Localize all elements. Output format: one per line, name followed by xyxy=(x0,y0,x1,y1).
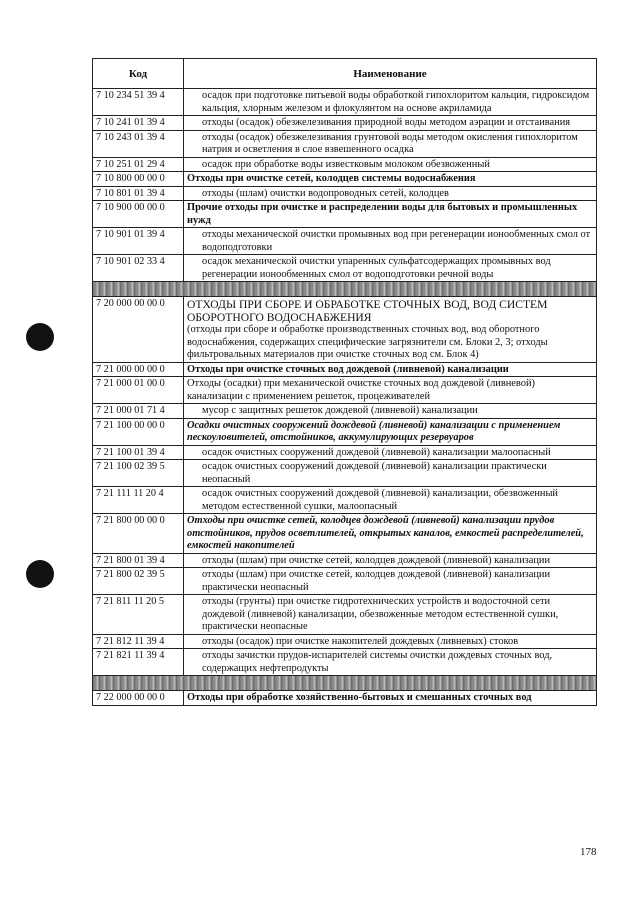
name-text: осадок очистных сооружений дождевой (ливневой) канализации практически неопасный xyxy=(202,461,547,485)
table-row xyxy=(93,418,597,445)
table-row xyxy=(93,568,597,595)
table-row xyxy=(93,186,597,201)
name-text: отходы (шлам) при очистке сетей, колодцев дождевой (ливневой) канализации xyxy=(202,554,551,566)
code-cell: 7 21 811 11 20 5 xyxy=(93,595,184,635)
name-cell xyxy=(184,568,597,595)
column-header-name: Наименование xyxy=(184,59,597,89)
name-text: Осадки очистных сооружений дождевой (ливневой) канализации с применением пескоуловителей, отстойников, аккумулирующих резервуаров xyxy=(187,419,561,443)
name-cell xyxy=(184,691,597,706)
name-cell xyxy=(184,116,597,131)
name-cell xyxy=(184,157,597,172)
name-text: Отходы при очистке сетей, колодцев системы водоснабжения xyxy=(187,173,476,184)
name-cell xyxy=(184,228,597,255)
table-row xyxy=(93,634,597,649)
name-text: отходы (осадок) обезжелезивания природной воды методом аэрации и отстаивания xyxy=(202,117,571,128)
name-text: мусор с защитных решеток дождевой (ливневой) канализации xyxy=(202,405,478,416)
name-text: Отходы при очистке сетей, колодцев дождевой (ливневой) канализации прудов отстойников, прудов осветлителей, открытых каналов, емкостей распределителей, емкостей накопителей xyxy=(187,515,584,551)
code-cell: 7 21 800 01 39 4 xyxy=(93,553,184,568)
name-cell xyxy=(184,362,597,377)
table-row xyxy=(93,157,597,172)
table-row xyxy=(93,89,597,116)
code-cell: 7 21 000 01 00 0 xyxy=(93,377,184,404)
name-cell xyxy=(184,553,597,568)
name-text: отходы (осадок) при очистке накопителей дождевых (ливневых) стоков xyxy=(202,635,519,647)
name-cell xyxy=(184,89,597,116)
name-text: ОТХОДЫ ПРИ СБОРЕ И ОБРАБОТКЕ СТОЧНЫХ ВОД, ВОД СИСТЕМ ОБОРОТНОГО ВОДОСНАБЖЕНИЯ xyxy=(187,298,548,324)
code-cell: 7 10 234 51 39 4 xyxy=(93,89,184,116)
name-cell xyxy=(184,377,597,404)
table-row xyxy=(93,514,597,554)
name-text: отходы (шлам) при очистке сетей, колодцев дождевой (ливневой) канализации практически неопасный xyxy=(202,569,551,593)
table-row xyxy=(93,377,597,404)
name-cell xyxy=(184,514,597,554)
code-cell: 7 10 241 01 39 4 xyxy=(93,116,184,131)
table-row xyxy=(93,255,597,282)
punch-hole xyxy=(26,560,54,588)
code-cell: 7 20 000 00 00 0 xyxy=(93,297,184,363)
name-cell xyxy=(184,445,597,460)
name-cell xyxy=(184,297,597,363)
name-text: осадок при обработке воды известковым молоком обезвоженный xyxy=(202,158,490,170)
name-cell xyxy=(184,634,597,649)
name-text: отходы механической очистки промывных вод при регенерации ионообменных смол от водоподготовки xyxy=(202,229,591,253)
name-cell xyxy=(184,404,597,419)
code-cell: 7 21 100 01 39 4 xyxy=(93,445,184,460)
name-cell xyxy=(184,595,597,635)
code-cell: 7 21 800 02 39 5 xyxy=(93,568,184,595)
name-cell xyxy=(184,172,597,187)
name-text: отходы (шлам) очистки водопроводных сетей, колодцев xyxy=(202,187,449,199)
name-text: Отходы при очистке сточных вод дождевой (ливневой) канализации xyxy=(187,363,509,375)
code-cell: 7 10 901 01 39 4 xyxy=(93,228,184,255)
code-cell: 7 21 000 00 00 0 xyxy=(93,362,184,377)
punch-hole xyxy=(26,323,54,351)
table-row xyxy=(93,130,597,157)
table-row xyxy=(93,595,597,635)
code-cell: 7 10 900 00 00 0 xyxy=(93,201,184,228)
name-text: Отходы (осадки) при механической очистке сточных вод дождевой (ливневой) канализации с применением решеток, процеживателей xyxy=(187,378,535,402)
section-separator xyxy=(93,282,597,297)
name-text: отходы зачистки прудов-испарителей системы очистки дождевых сточных вод, содержащих нефтепродукты xyxy=(202,650,553,674)
code-cell: 7 21 821 11 39 4 xyxy=(93,649,184,676)
name-cell xyxy=(184,130,597,157)
table-row xyxy=(93,228,597,255)
table-row xyxy=(93,404,597,419)
table-row xyxy=(93,201,597,228)
name-text: осадок при подготовке питьевой воды обработкой гипохлоритом кальция, гидроксидом кальция, хлорным железом и флокулянтом на основе акриламида xyxy=(202,90,590,114)
name-cell xyxy=(184,649,597,676)
table-row xyxy=(93,553,597,568)
table-row xyxy=(93,460,597,487)
table-row xyxy=(93,649,597,676)
name-note: (отходы при сборе и обработке производственных сточных вод, вод оборотного водоснабжения, содержащих специфические загрязнители см. Блоки 2, 3; отходы фильтровальных материалов при очистке сточных вод см. Блок 4) xyxy=(187,324,548,360)
code-cell: 7 10 251 01 29 4 xyxy=(93,157,184,172)
table-row xyxy=(93,691,597,706)
code-cell: 7 21 100 00 00 0 xyxy=(93,418,184,445)
name-text: отходы (грунты) при очистке гидротехнических устройств и водосточной сети дождевой (ливневой) канализации, обезвоженные методом естественной сушки, практически неопасные xyxy=(202,596,559,632)
separator-band xyxy=(93,676,597,691)
page-number: 178 xyxy=(580,846,597,858)
name-cell xyxy=(184,418,597,445)
separator-band xyxy=(93,282,597,297)
code-cell: 7 21 000 01 71 4 xyxy=(93,404,184,419)
code-cell: 7 21 111 11 20 4 xyxy=(93,487,184,514)
name-cell xyxy=(184,487,597,514)
table-row xyxy=(93,487,597,514)
table-row xyxy=(93,172,597,187)
code-cell: 7 10 901 02 33 4 xyxy=(93,255,184,282)
table-row xyxy=(93,362,597,377)
name-cell xyxy=(184,460,597,487)
code-cell: 7 21 100 02 39 5 xyxy=(93,460,184,487)
table-row xyxy=(93,445,597,460)
code-cell: 7 10 800 00 00 0 xyxy=(93,172,184,187)
name-cell xyxy=(184,201,597,228)
code-cell: 7 10 243 01 39 4 xyxy=(93,130,184,157)
section-separator xyxy=(93,676,597,691)
waste-classification-table xyxy=(92,58,597,706)
code-cell: 7 22 000 00 00 0 xyxy=(93,691,184,706)
code-cell: 7 21 812 11 39 4 xyxy=(93,634,184,649)
code-cell: 7 21 800 00 00 0 xyxy=(93,514,184,554)
column-header-code: Код xyxy=(93,59,184,89)
name-text: Отходы при обработке хозяйственно-бытовых и смешанных сточных вод xyxy=(187,692,532,703)
name-cell xyxy=(184,255,597,282)
name-text: осадок очистных сооружений дождевой (ливневой) канализации, обезвоженный методом естественной сушки, малоопасный xyxy=(202,488,558,512)
name-text: отходы (осадок) обезжелезивания грунтовой воды методом окисления гипохлоритом натрия и осветления в слое взвешенного осадка xyxy=(202,131,578,155)
name-text: Прочие отходы при очистке и распределении воды для бытовых и промышленных нужд xyxy=(187,202,578,226)
table-row xyxy=(93,116,597,131)
name-text: осадок механической очистки упаренных сульфатсодержащих промывных вод регенерации ионообменных смол от водоподготовки речной воды xyxy=(202,256,551,280)
table-header-row xyxy=(93,59,597,89)
name-text: осадок очистных сооружений дождевой (ливневой) канализации малоопасный xyxy=(202,446,551,458)
table-row xyxy=(93,297,597,363)
code-cell: 7 10 801 01 39 4 xyxy=(93,186,184,201)
name-cell xyxy=(184,186,597,201)
